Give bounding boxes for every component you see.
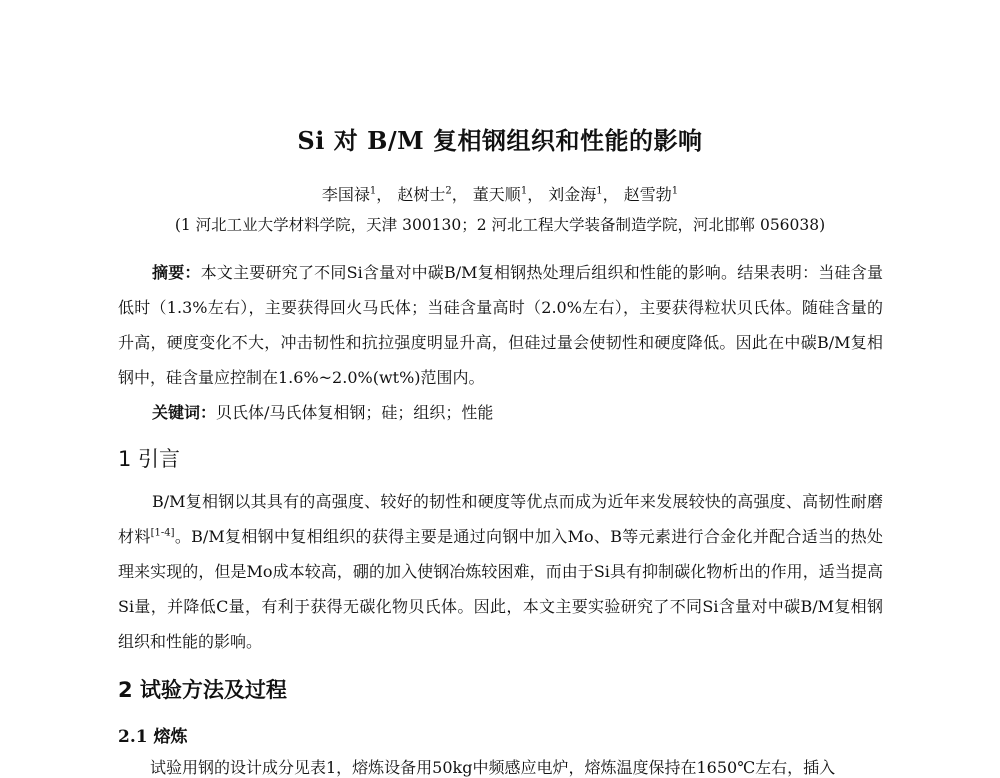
truncated-paragraph-line: 试验用钢的设计成分见表1，熔炼设备用50kg中频感应电炉，熔炼温度保持在1650℃左右，插入	[150, 758, 836, 777]
author-affil-mark: 1	[671, 185, 679, 197]
subsection-heading-smelting: 2.1 熔炼	[118, 727, 188, 747]
author-name: 董天顺	[472, 185, 521, 204]
keywords-text: 贝氏体/马氏体复相钢；硅；组织；性能	[216, 403, 494, 422]
author-affil-mark: 1	[520, 185, 528, 197]
abstract	[118, 255, 883, 395]
author-affil-mark: 1	[369, 185, 377, 197]
abstract-text: 本文主要研究了不同Si含量对中碳B/M复相钢热处理后组织和性能的影响。结果表明：当硅含量低时（1.3%左右），主要获得回火马氏体；当硅含量高时（2.0%左右），主要获得粒状贝氏体。随硅含量的升高，硬度变化不大，冲击韧性和抗拉强度明显升高，但硅过量会使韧性和硬度降低。因此在中碳B/M复相钢中，硅含量应控制在1.6%~2.0%(wt%)范围内。	[118, 263, 883, 387]
author-affil-mark: 2	[445, 185, 452, 197]
paper-title: Si 对 B/M 复相钢组织和性能的影响	[297, 126, 703, 155]
citation-ref: [1-4]	[150, 527, 175, 539]
affiliation: (1 河北工业大学材料学院，天津 300130；2 河北工程大学装备制造学院，河北邯郸 056038)	[174, 216, 826, 234]
introduction-paragraph	[118, 484, 883, 659]
keywords-label: 关键词：	[152, 403, 217, 422]
author-affil-mark: 1	[596, 185, 603, 197]
author-name: 赵雪勃	[623, 185, 672, 204]
section-heading-introduction: 1 引言	[118, 447, 181, 471]
intro-text-part2: 。B/M复相钢中复相组织的获得主要是通过向钢中加入Mo、B等元素进行合金化并配合适当的热处理来实现的，但是Mo成本较高，硼的加入使钢冶炼较困难，而由于Si具有抑制碳化物析出的作用，适当提高Si量，并降低C量，有利于获得无碳化物贝氏体。因此，本文主要实验研究了不同Si含量对中碳B/M复相钢组织和性能的影响。	[118, 527, 883, 651]
author-list: 李国禄$^1$， 赵树士$^2$， 董天顺$^1$， 刘金海$^1$， 赵雪勃$^1$	[321, 185, 679, 204]
intro-text-part1: B/M复相钢以其具有的高强度、较好的韧性和硬度等优点而成为近年来发展较快的高强度、高韧性耐磨材料	[118, 492, 883, 546]
keywords	[118, 395, 883, 430]
author-name: 刘金海	[548, 185, 597, 204]
author-name: 李国禄	[321, 185, 370, 204]
abstract-label: 摘要：	[152, 263, 201, 282]
author-name: 赵树士	[397, 185, 446, 204]
section-heading-methods: 2 试验方法及过程	[118, 678, 287, 702]
